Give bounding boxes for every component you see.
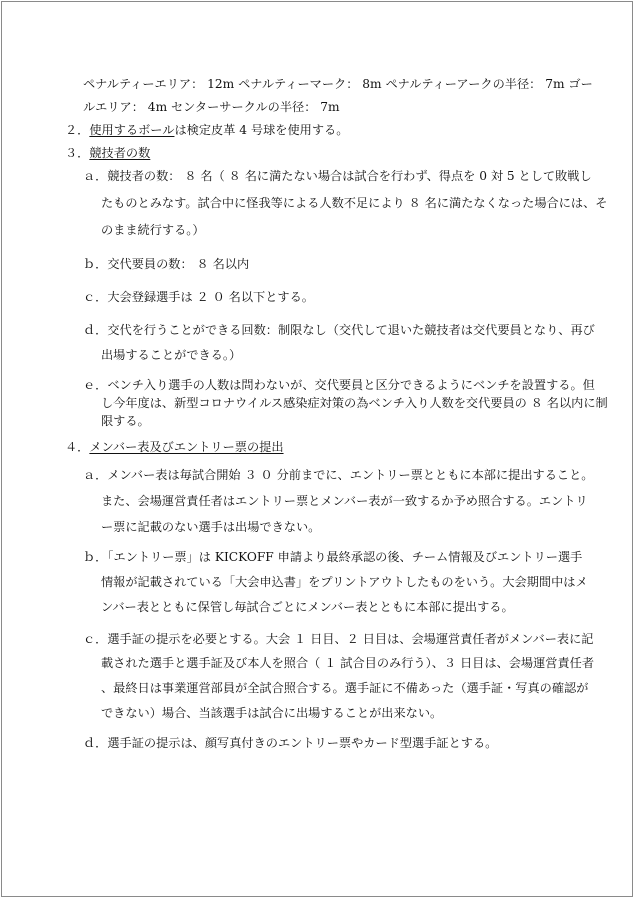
item-4b-line-3: ンバー表とともに保管し毎試合ごとにメンバー表とともに本部に提出する。: [101, 600, 514, 614]
item-3d-line-2: 出場することができる。）: [101, 348, 242, 362]
item-4b-line-1: ｂ．「エントリー票」は KICKOFF 申請より最終承認の後、チーム情報及びエントリー選手: [83, 550, 583, 564]
item-3a-line-1: ａ．競技者の数： ８ 名（ ８ 名に満たない場合は試合を行わず、得点を 0 対 5 として敗戦し: [83, 169, 592, 183]
item-4c-line-4: できない）場合、当該選手は試合に出場することが出来ない。: [101, 706, 443, 720]
item-3e-line-2: し今年度は、新型コロナウイルス感染症対策の為ベンチ入り人数を交代要員の ８ 名以内に制: [101, 396, 608, 410]
item-3a-line-2: たものとみなす。試合中に怪我等による人数不足により ８ 名に満たなくなった場合には、そ: [101, 196, 608, 210]
item-2: [65, 122, 348, 138]
item-2-number: ２．: [65, 123, 90, 137]
item-4c-line-2: 載された選手と選手証及び本人を照合（ １ 試合目のみ行う）、３ 日目は、会場運営責任者: [101, 656, 595, 670]
item-3e-line-3: 限する。: [101, 414, 150, 428]
item-3-heading: [65, 145, 150, 161]
item-4-title: メンバー表及びエントリー票の提出: [89, 440, 284, 454]
item-4a-line-3: ー票に記載のない選手は出場できない。: [101, 520, 321, 534]
item-3c: ｃ．大会登録選手は ２ ０ 名以下とする。: [83, 290, 314, 304]
item-3-number: ３．: [65, 146, 90, 160]
field-dimensions-line-1: ペナルティーエリア： 12m ペナルティーマーク： 8m ペナルティーアークの半径： 7m ゴー: [83, 77, 593, 91]
item-4a-line-1: ａ．メンバー表は毎試合開始 ３ ０ 分前までに、エントリー票とともに本部に提出すること。: [83, 468, 594, 482]
item-3-title: 競技者の数: [89, 146, 151, 160]
field-dimensions-line-2: ルエリア： 4m センターサークルの半径： 7m: [83, 100, 340, 114]
item-4b-line-2: 情報が記載されている「大会申込書」をプリントアウトしたものをいう。大会期間中はメ: [101, 575, 588, 589]
item-3d-line-1: ｄ．交代を行うことができる回数：制限なし（交代して退いた競技者は交代要員となり、再び: [83, 323, 595, 337]
item-2-underlined: 使用するボール: [89, 123, 175, 137]
item-4c-line-1: ｃ．選手証の提示を必要とする。大会 １ 日目、２ 日目は、会場運営責任者がメンバー表に記: [83, 632, 594, 646]
item-3e-line-1: ｅ．ベンチ入り選手の人数は問わないが、交代要員と区分できるようにベンチを設置する。但: [83, 378, 595, 392]
item-4d: ｄ．選手証の提示は、顔写真付きのエントリー票やカード型選手証とする。: [83, 736, 498, 750]
item-4-number: ４．: [65, 440, 90, 454]
item-3a-line-3: のまま続行する。）: [101, 223, 205, 237]
item-4-heading: [65, 439, 284, 455]
item-4a-line-2: また、会場運営責任者はエントリー票とメンバー表が一致するか予め照合する。エントリ: [101, 494, 588, 508]
item-3b: ｂ．交代要員の数： ８ 名以内: [83, 257, 250, 271]
item-4c-line-3: 、最終日は事業運営部員が全試合照合する。選手証に不備あった（選手証・写真の確認が: [101, 681, 589, 695]
item-2-rest: は検定皮革 4 号球を使用する。: [174, 123, 349, 137]
